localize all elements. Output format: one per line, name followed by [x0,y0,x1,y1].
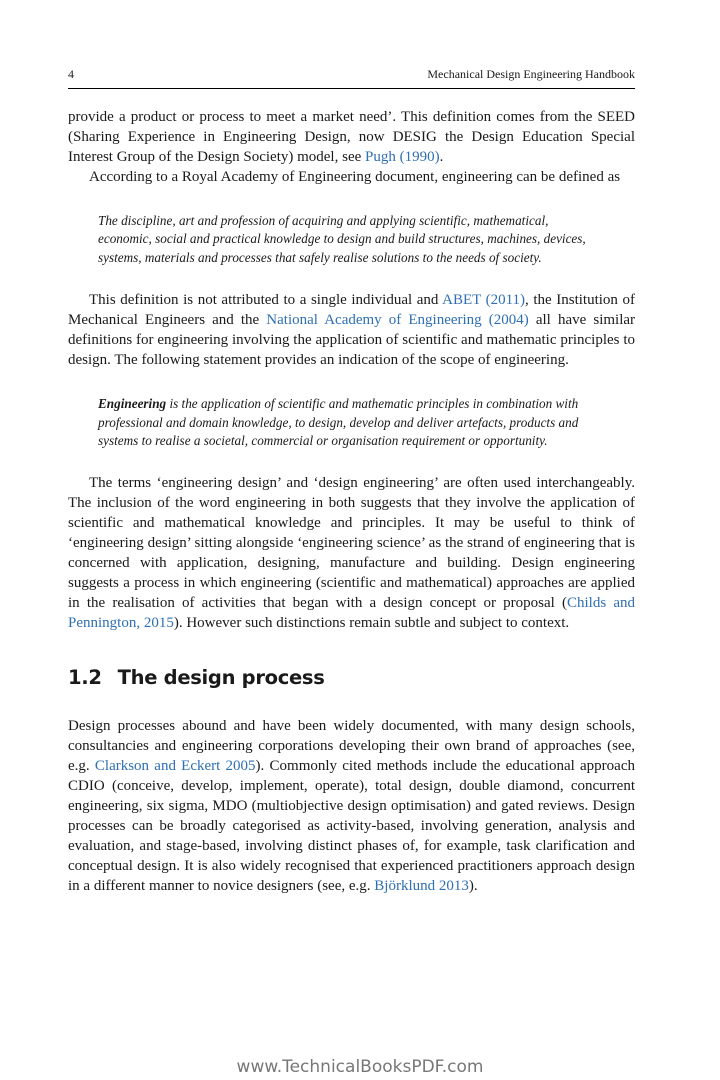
section-number: 1.2 [68,666,102,690]
quote-engineering: Engineering is the application of scientific and mathematic principles in combination with professional and domain knowledge, to design, develop and deliver artefacts, products and systems to realise a societal, commercial or organisation requirement or opportunity. [98,396,579,449]
page-number: 4 [68,67,74,81]
citation-link-clarkson[interactable]: Clarkson and Eckert 2005 [94,758,256,775]
citation-link-bjorklund[interactable]: Björklund 2013 [374,878,469,895]
paragraph-5: Design processes abound and have been widely documented, with many design schools, consultancies and engineering corporations developing their own brand of approaches (see, e.g. Clarkson and Eckert 2005). Commonly cited methods include the educational approach CDIO (conceive, develop, implement, operate), total design, double diamond, concurrent engineering, six sigma, MDO (multiobjective design optimisation) and gated reviews. Design processes can be broadly categorised as activity-based, involving generation, analysis and evaluation, and stage-based, involving distinct phases of, for example, task clarification and conceptual design. It is also widely recognised that experienced practitioners approach design in a different manner to novice designers (see, e.g. Björklund 2013). [68,718,635,895]
paragraph-2: According to a Royal Academy of Engineering document, engineering can be defined as [89,169,621,185]
watermark-footer: www.TechnicalBooksPDF.com [236,1057,484,1077]
citation-link-nae[interactable]: National Academy of Engineering (2004) [266,312,529,329]
citation-link-childs[interactable]: Childs and Pennington, 2015 [68,595,635,632]
citation-link-pugh[interactable]: Pugh (1990) [365,149,440,165]
paragraph-3: This definition is not attributed to a single individual and ABET (2011), the Institution of Mechanical Engineers and the National Academy of Engineering (2004) all have similar definitions for engineering involving the application of scientific and mathematic principles to design. The following statement provides an indication of the scope of engineering. [68,292,636,369]
paragraph-1: provide a product or process to meet a market need’. This definition comes from the SEED (Sharing Experience in Engineering Design, now DESIG the Design Education Special Interest Group of the Design Society) model, see Pugh (1990). [68,109,635,165]
book-title: Mechanical Design Engineering Handbook [427,67,635,81]
quote-term: Engineering [98,396,167,412]
section-title: The design process [117,666,325,690]
paragraph-4: The terms ‘engineering design’ and ‘design engineering’ are often used interchangeably. The inclusion of the word engineering in both suggests that they involve the application of scientific and mathematical knowledge and principles. It may be useful to think of ‘engineering design’ sitting alongside ‘engineering science’ as the strand of engineering that is concerned with application, designing, manufacture and building. Design engineering suggests a process in which engineering (scientific and mathematical) approaches are applied in the realisation of activities that began with a design concept or proposal (Childs and Pennington, 2015). However such distinctions remain subtle and subject to context. [68,475,635,632]
running-header [68,66,635,89]
citation-link-abet[interactable]: ABET (2011) [442,292,526,309]
page-body [68,107,635,896]
quote-definition: The discipline, art and profession of acquiring and applying scientific, mathematical, economic, social and practical knowledge to design and build structures, machines, devices, systems, materials and processes that safely realise solutions to the needs of society. [98,213,586,265]
section-heading [68,666,635,689]
